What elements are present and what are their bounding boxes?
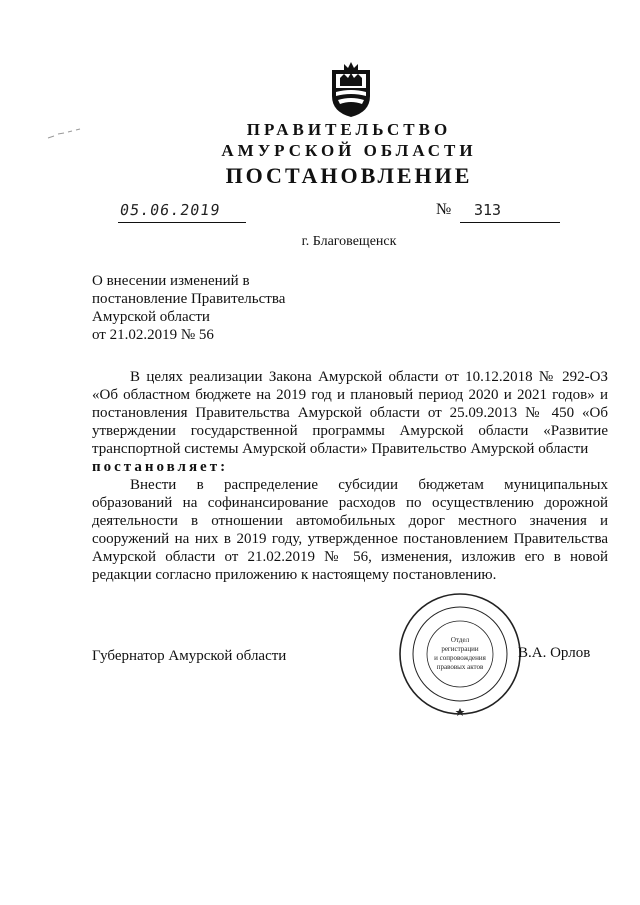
subject-line: Амурской области — [92, 309, 210, 325]
signer-name: В.А. Орлов — [518, 645, 591, 661]
document-subject — [92, 272, 285, 344]
stamp-inner-line: Отдел — [450, 636, 470, 644]
document-number: 313 — [474, 201, 502, 219]
subject-line: О внесении изменений в — [92, 273, 250, 289]
resolves-word: постановляет: — [92, 459, 229, 475]
document-body — [92, 368, 608, 584]
document-date: 05.06.2019 — [118, 201, 222, 219]
subject-line: от 21.02.2019 № 56 — [92, 327, 214, 343]
government-title-line2: АМУРСКОЙ ОБЛАСТИ — [221, 141, 477, 160]
stamp-inner-line: регистрации — [441, 645, 479, 653]
coat-of-arms-icon — [326, 60, 376, 118]
stamp-inner-line: правовых актов — [436, 663, 484, 671]
number-sign: № — [436, 201, 452, 218]
preamble-paragraph: В целях реализации Закона Амурской области от 10.12.2018 № 292-ОЗ «Об областном бюджете на 2019 год и плановый период 2020 и 2021 годов» и постановления Правительства Амурской области от 25.09.2013 № 450 «Об утверждении государственной программы Амурской области «Развитие транспортной системы Амурской области» Правительство Амурской области — [92, 369, 608, 457]
subject-line: постановление Правительства — [92, 291, 286, 307]
stamp-inner-text — [424, 636, 496, 672]
signer-position: Губернатор Амурской области — [92, 648, 287, 664]
city-name: г. Благовещенск — [301, 234, 397, 249]
item-paragraph: Внести в распределение субсидии бюджетам муниципальных образований на софинансирование расходов по осуществлению дорожной деятельности в отношении автомобильных дорог местного значения и сооружений на них в 2019 году, утвержденное постановлением Правительства Амурской области от 21.02.2019 № 56, изменения, изложив его в новой редакции согласно приложению к настоящему постановлению. — [92, 477, 608, 583]
document-type-title: ПОСТАНОВЛЕНИЕ — [225, 163, 473, 188]
stamp-inner-line: и сопровождения — [434, 654, 486, 662]
government-title-line1: ПРАВИТЕЛЬСТВО — [246, 120, 452, 139]
